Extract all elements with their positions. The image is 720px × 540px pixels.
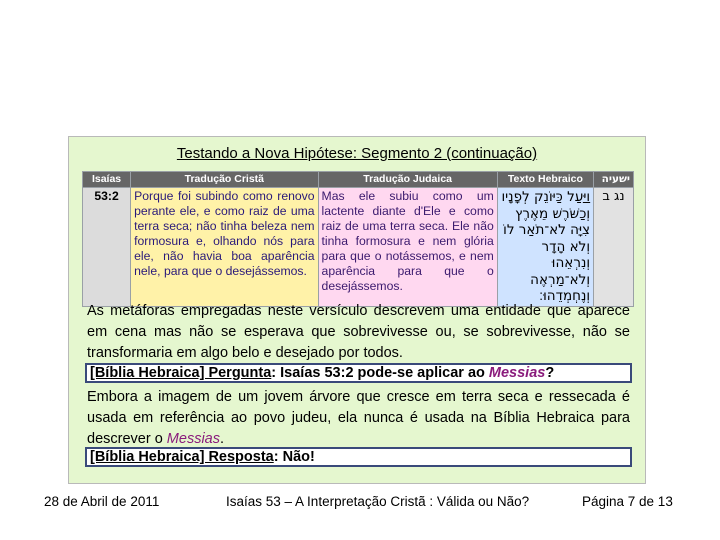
hebrew-line: צִיָּה לֹא־תֹאַר לוֹ [503,222,591,238]
translation-table [82,171,634,307]
header-isaias: Isaías [83,172,131,188]
hebrew-line: וְנֶחְמְדֵהוּ׃ [539,288,591,304]
hebrew-line: וְלֹא־מַרְאֶה [530,271,591,288]
hebrew-line: וְכַשֹּׁרֶשׁ מֵאֶרֶץ [515,205,591,222]
footer-date: 28 de Abril de 2011 [44,494,160,509]
question-label: [Bíblia Hebraica] Pergunta [90,365,272,381]
hebrew-line: וַיַּעַל כַּיּוֹנֵק לְפָנָיו [501,189,591,205]
verse-ref: 53:2 [83,188,131,307]
hebrew-verse-ref: נג ב [594,188,634,307]
messias-term: Messias [488,365,546,381]
header-hebrew: Texto Hebraico [497,172,593,188]
context-text: Embora a imagem de um jovem árvore que cresce em terra seca e ressecada é usada em referência ao povo judeu, ela nunca é usada na Bíblia Hebraica para descrever o [87,389,630,447]
context-end: . [219,431,225,447]
footer-page-number: Página 7 de 13 [582,494,673,509]
answer-label: [Bíblia Hebraica] Resposta [90,449,274,465]
question-end: ? [545,365,555,381]
messias-term: Messias [166,431,220,447]
hebrew-line: וְלֹא הָדָר וְנִרְאֵהוּ [541,238,591,271]
slide-title: Testando a Nova Hipótese: Segmento 2 (continuação) [176,145,538,162]
christian-translation: Porque foi subindo como renovo perante ele, e como raiz de uma terra seca; não tinha beleza nem formosura e, olhando nós para ele, não havia boa aparência nele, para que o desejássemos. [131,188,318,307]
header-jewish: Tradução Judaica [318,172,497,188]
jewish-translation: Mas ele subiu como um lactente diante d'Ele e como raiz de uma terra seca. Ele não tinha formosura e nem glória para que o notássemos, e nem aparência para que o desejássemos. [318,188,497,307]
content-panel [68,136,646,484]
table-row [83,188,634,307]
footer-title: Isaías 53 – A Interpretação Cristã : Válida ou Não? [226,494,530,509]
hebrew-text [497,188,593,307]
answer-box [85,447,632,467]
context-paragraph [87,387,630,450]
question-text: : Isaías 53:2 pode-se aplicar ao [271,365,489,381]
explanation-paragraph: As metáforas empregadas neste versículo descrevem uma entidade que aparece em cena mas não se esperava que sobrevivesse ou, se sobrevivesse, não se transformaria em algo belo e desejado por todos. [87,303,630,361]
header-hebrew-book: ישעיה [594,172,634,188]
answer-text: : Não! [273,449,315,465]
question-box [85,363,632,383]
header-christian: Tradução Cristã [131,172,318,188]
table-header-row [83,172,634,188]
